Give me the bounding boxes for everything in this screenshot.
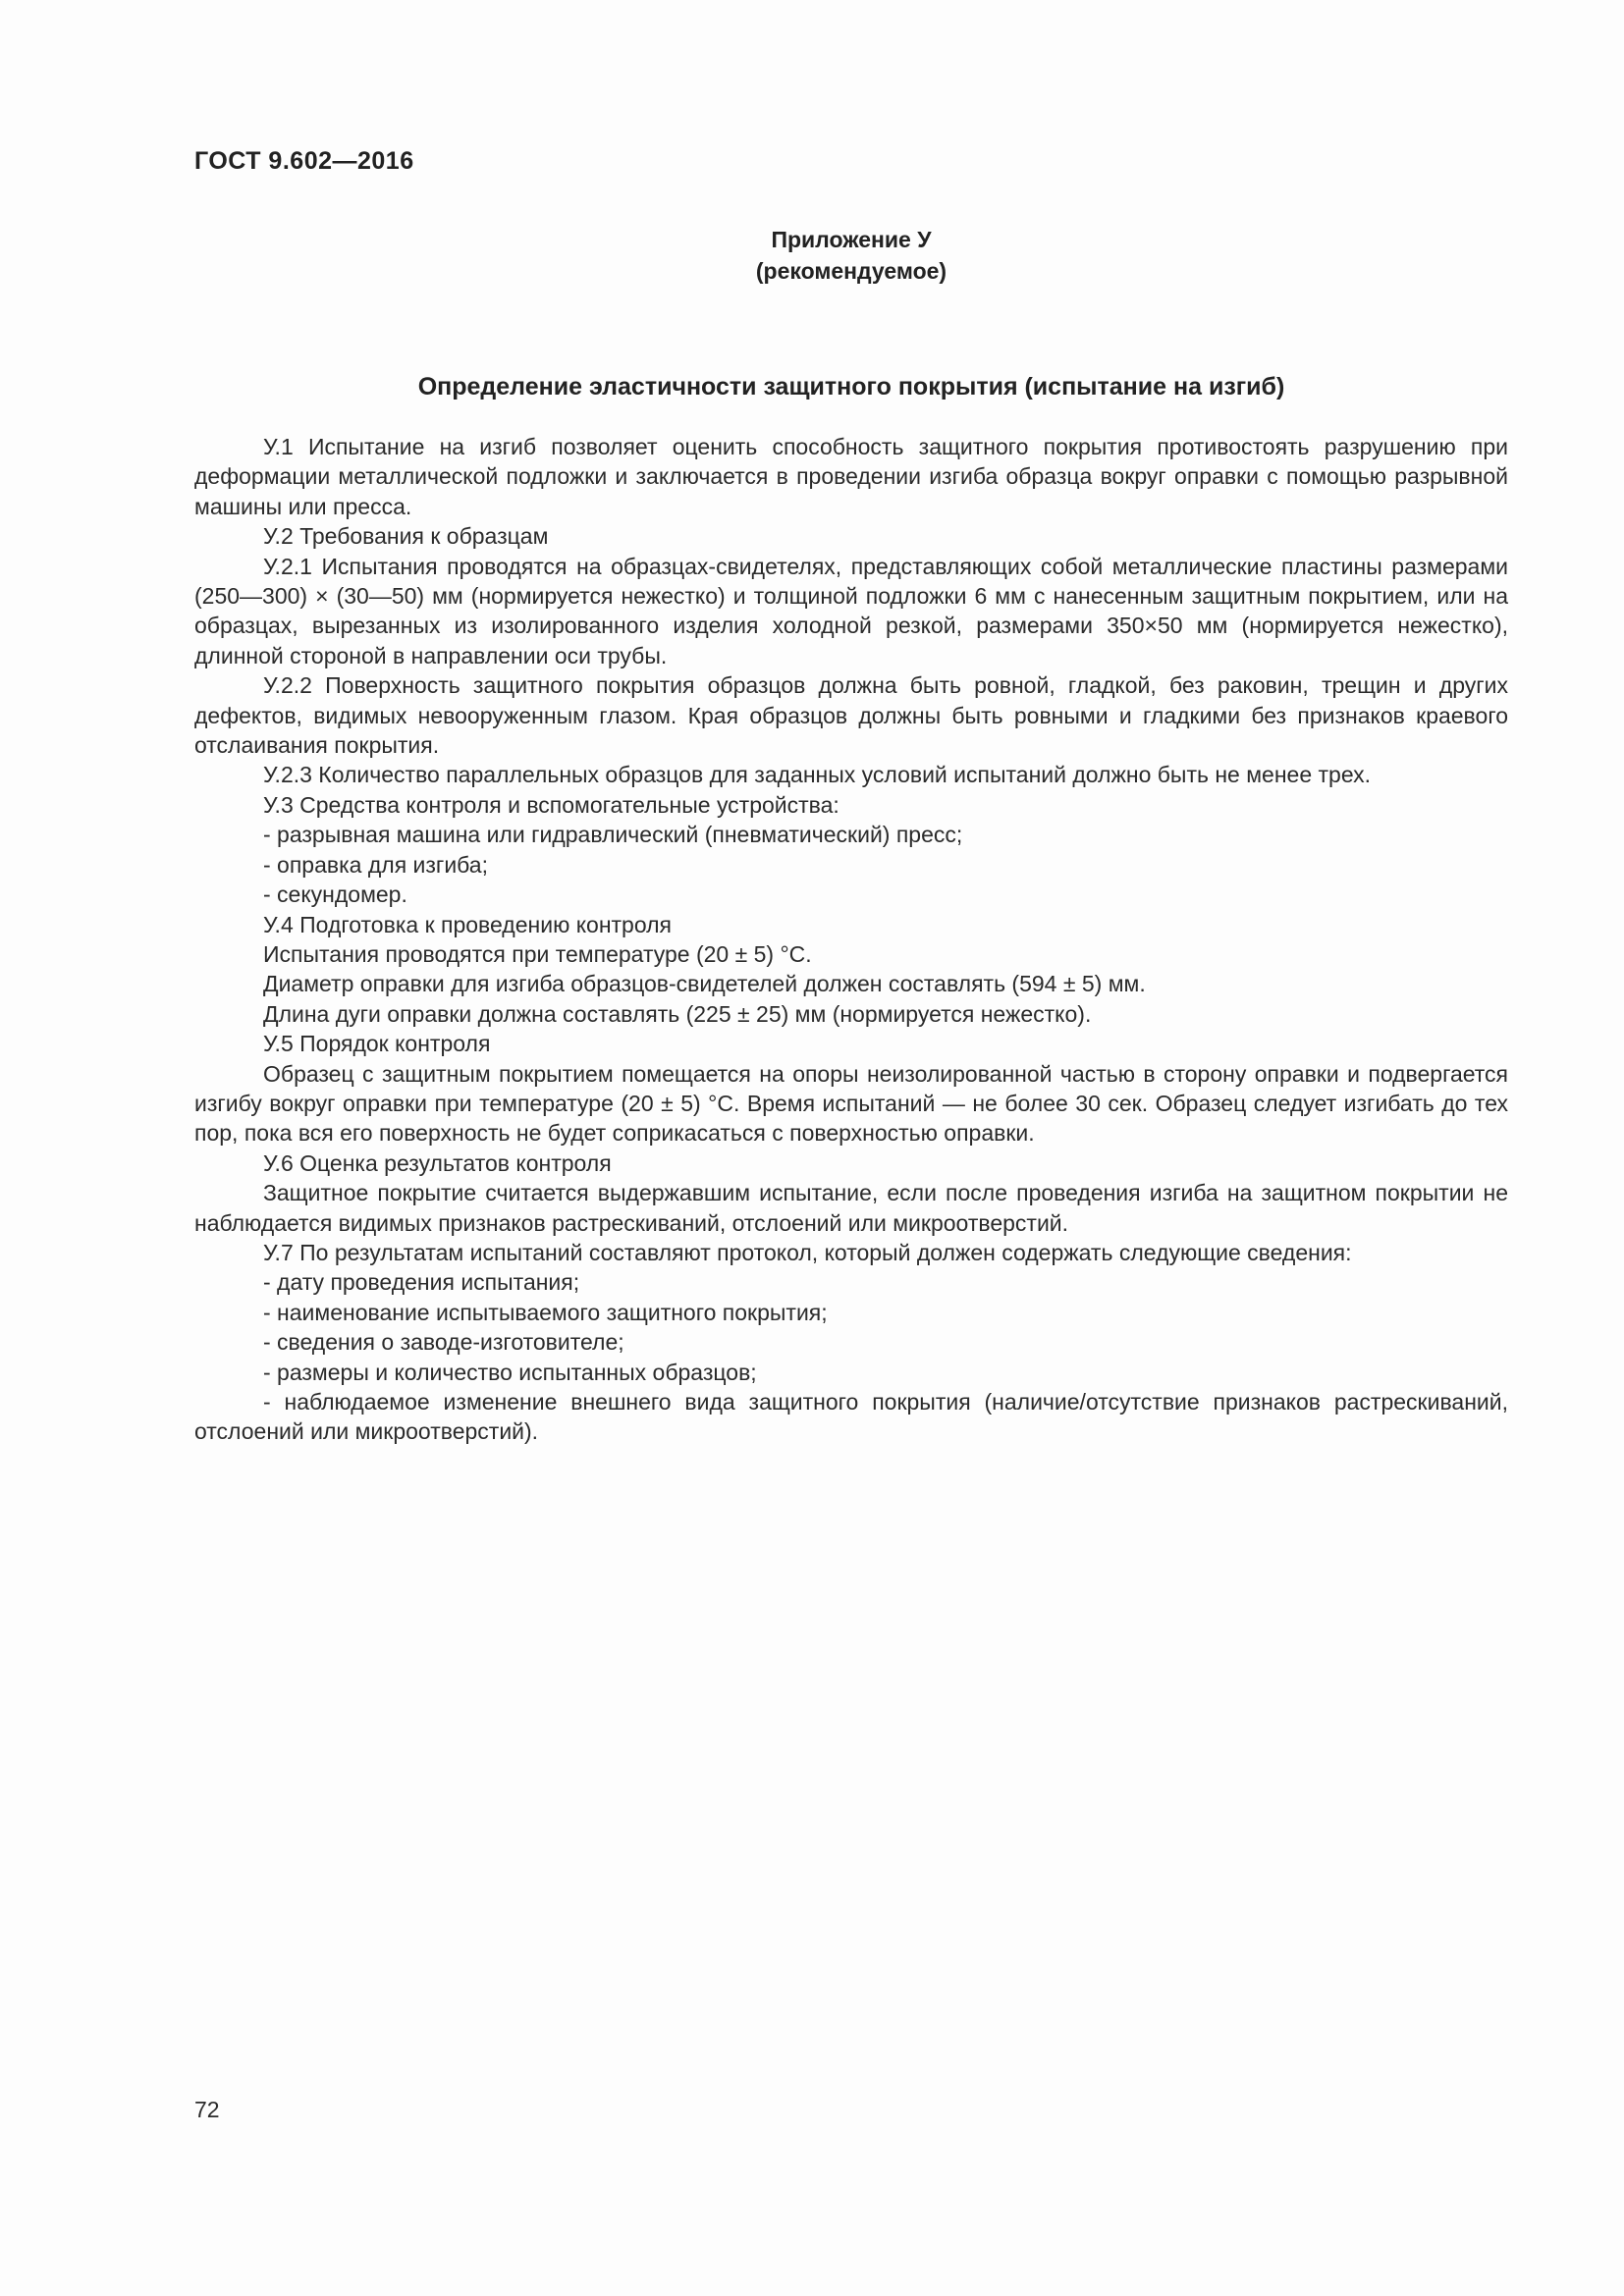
list-item: - секундомер. — [263, 881, 407, 908]
list-item: - сведения о заводе-изготовителе; — [263, 1329, 624, 1356]
list-item: - наблюдаемое изменение внешнего вида защитного покрытия (наличие/отсутствие признаков растрескиваний, отслоений или микроотверстий). — [194, 1389, 1508, 1445]
paragraph: У.1 Испытание на изгиб позволяет оценить способность защитного покрытия противостоять разрушению при деформации металлической подложки и заключается в проведении изгиба образца вокруг оправки с помощью разрывной машины или пресса. — [194, 434, 1508, 519]
paragraph: У.4 Подготовка к проведению контроля — [263, 911, 673, 937]
paragraph: У.3 Средства контроля и вспомогательные устройства: — [263, 791, 839, 818]
list-item: - размеры и количество испытанных образцов; — [263, 1359, 757, 1385]
paragraph: У.2.1 Испытания проводятся на образцах-свидетелях, представляющих собой металлические пластины размерами (250—300) × (30—50) мм (нормируется нежестко) и толщиной подложки 6 мм с нанесенным защитным покрытием, или на образцах, вырезанных из изолированного изделия холодной резкой, размерами 350×50 мм (нормируется нежестко), длинной стороной в направлении оси трубы. — [194, 553, 1508, 668]
paragraph: У.2.2 Поверхность защитного покрытия образцов должна быть ровной, гладкой, без раковин, трещин и других дефектов, видимых невооруженным глазом. Края образцов должны быть ровными и гладкими без признаков краевого отслаивания покрытия. — [194, 672, 1508, 759]
paragraph: Испытания проводятся при температуре (20 ± 5) °С. — [263, 940, 812, 967]
paragraph: У.6 Оценка результатов контроля — [263, 1149, 612, 1176]
list-item: - наименование испытываемого защитного покрытия; — [263, 1299, 828, 1325]
page-number: 72 — [194, 2097, 220, 2122]
paragraph: Диаметр оправки для изгиба образцов-свидетелей должен составлять (594 ± 5) мм. — [263, 971, 1146, 997]
paragraph: У.2 Требования к образцам — [263, 523, 549, 550]
paragraph: У.5 Порядок контроля — [263, 1031, 491, 1057]
paragraph: У.7 По результатам испытаний составляют протокол, который должен содержать следующие сведения: — [263, 1239, 1352, 1265]
document-code-header: ГОСТ 9.602—2016 — [194, 147, 414, 175]
list-item: - разрывная машина или гидравлический (пневматический) пресс; — [263, 822, 963, 848]
list-item: - дату проведения испытания; — [263, 1269, 580, 1296]
paragraph: У.2.3 Количество параллельных образцов для заданных условий испытаний должно быть не менее трех. — [263, 762, 1372, 788]
appendix-heading — [194, 224, 1508, 287]
body-text — [194, 432, 1508, 1447]
list-item: - оправка для изгиба; — [263, 851, 488, 878]
appendix-label: Приложение У — [771, 227, 932, 252]
appendix-status: (рекомендуемое) — [755, 258, 947, 284]
paragraph: Защитное покрытие считается выдержавшим испытание, если после проведения изгиба на защитном покрытии не наблюдается видимых признаков растрескиваний, отслоений или микроотверстий. — [194, 1180, 1508, 1236]
paragraph: Длина дуги оправки должна составлять (225 ± 25) мм (нормируется нежестко). — [263, 1000, 1092, 1027]
paragraph: Образец с защитным покрытием помещается на опоры неизолированной частью в сторону оправки и подвергается изгибу вокруг оправки при температуре (20 ± 5) °С. Время испытаний — не более 30 сек. Образец следует изгибать до тех пор, пока вся его поверхность не будет соприкасаться с поверхностью оправки. — [194, 1060, 1508, 1147]
section-title: Определение эластичности защитного покрытия (испытание на изгиб) — [417, 373, 1285, 400]
